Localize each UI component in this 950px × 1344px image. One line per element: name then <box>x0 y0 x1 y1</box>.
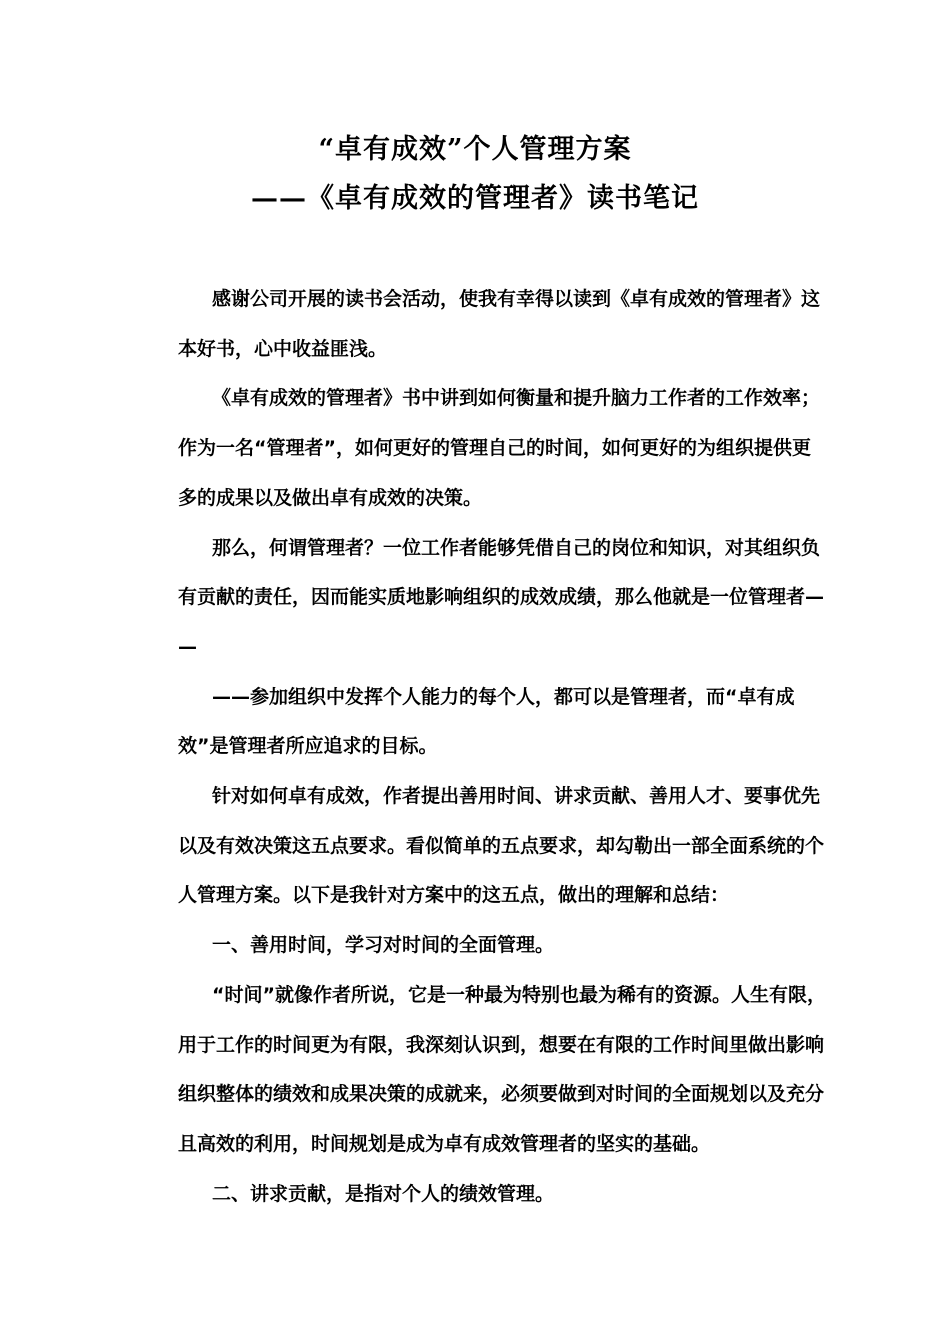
section-heading <box>144 1170 800 1220</box>
text-line: 且高效的利用，时间规划是成为卓有成效管理者的坚实的基础。 <box>178 1132 711 1155</box>
text-line: 二、讲求贡献，是指对个人的绩效管理。 <box>212 1182 555 1205</box>
text-line: — <box>178 635 197 658</box>
document-body <box>144 275 826 1219</box>
text-line: 作为一名“管理者”，如何更好的管理自己的时间，如何更好的为组织提供更 <box>178 437 811 460</box>
paragraph <box>144 673 800 772</box>
text-line: 那么，何谓管理者？一位工作者能够凭借自己的岗位和知识，对其组织负 <box>212 536 821 559</box>
document-title: “卓有成效”个人管理方案 <box>318 134 632 165</box>
text-line: 有贡献的责任，因而能实质地影响组织的成效成绩，那么他就是一位管理者— <box>178 586 825 609</box>
text-line: 用于工作的时间更为有限，我深刻认识到，想要在有限的工作时间里做出影响 <box>178 1033 825 1056</box>
paragraph <box>144 772 825 921</box>
text-line: 组织整体的绩效和成果决策的成就来，必须要做到对时间的全面规划以及充分 <box>178 1083 825 1106</box>
text-line: 针对如何卓有成效，作者提出善用时间、讲求贡献、善用人才、要事优先 <box>212 785 821 808</box>
text-line: 多的成果以及做出卓有成效的决策。 <box>178 486 483 509</box>
text-line: 感谢公司开展的读书会活动，使我有幸得以读到《卓有成效的管理者》这 <box>212 288 821 310</box>
text-line: 以及有效决策这五点要求。看似简单的五点要求，却勾勒出一部全面系统的个 <box>178 834 825 857</box>
text-line: 效”是管理者所应追求的目标。 <box>178 735 438 758</box>
paragraph <box>144 524 825 673</box>
text-line: ——参加组织中发挥个人能力的每个人，都可以是管理者，而“卓有成 <box>212 685 795 708</box>
paragraph <box>144 275 821 374</box>
text-line: 一、善用时间，学习对时间的全面管理。 <box>212 934 555 957</box>
section-heading <box>144 921 800 971</box>
text-line: 人管理方案。以下是我针对方案中的这五点，做出的理解和总结： <box>178 884 730 907</box>
text-line: 《卓有成效的管理者》书中讲到如何衡量和提升脑力工作者的工作效率； <box>212 387 821 410</box>
text-line: 本好书，心中收益匪浅。 <box>178 337 388 360</box>
paragraph <box>144 374 821 523</box>
text-line: “时间”就像作者所说，它是一种最为特别也最为稀有的资源。人生有限， <box>212 983 826 1006</box>
document-subtitle: ——《卓有成效的管理者》读书笔记 <box>251 183 699 214</box>
paragraph <box>144 971 826 1170</box>
